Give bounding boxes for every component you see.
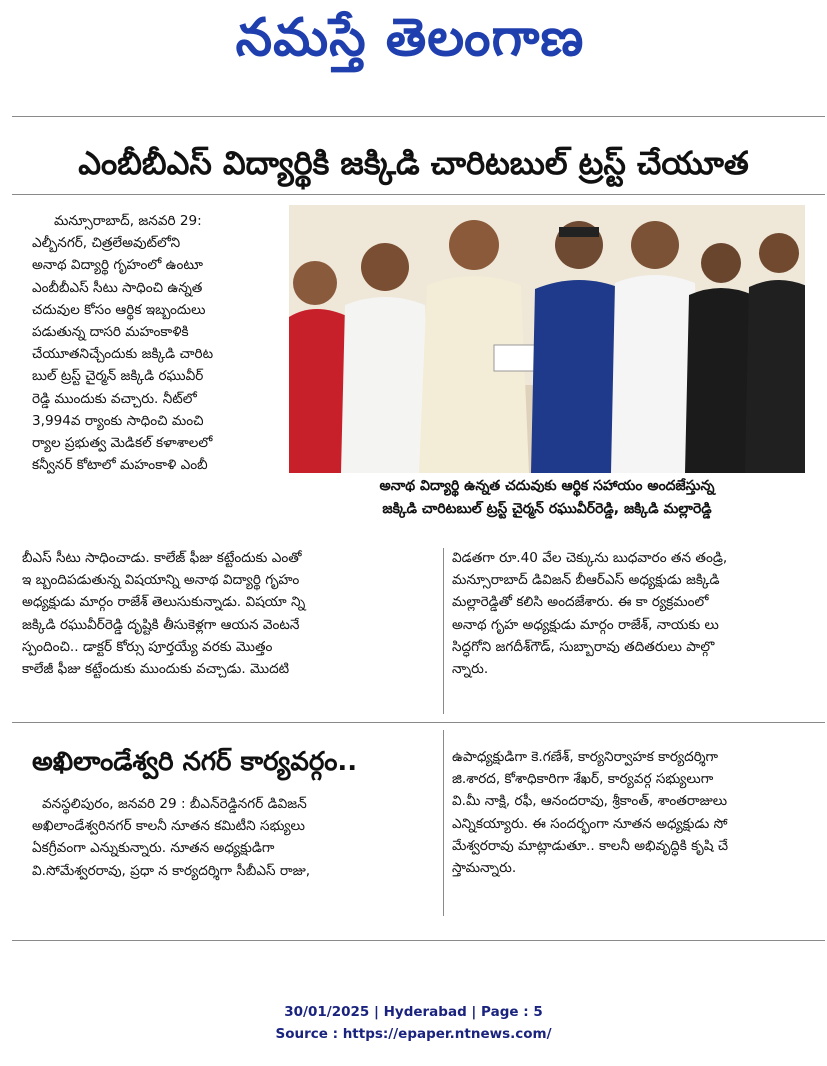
text-line: న్నారు. <box>452 661 489 678</box>
text-line: అఖిలాండేశ్వరినగర్ కాలనీ నూతన కమిటీని సభ్యులు <box>32 818 305 835</box>
text-line: జక్కిడి రఘువీర్‌రెడ్డి దృష్టికి తీసుకెళ్లగా ఆయన వెంటనే <box>22 616 300 633</box>
footer-source-line: Source : https://epaper.ntnews.com/ <box>275 1026 552 1042</box>
newspaper-logo: నమస్తే తెలంగాణ <box>235 7 585 68</box>
text-line: అనాథ విద్యార్థి గృహంలో ఉంటూ <box>32 257 203 274</box>
text-line: ఉపాధ్యక్షుడిగా కె.గణేశ్, కార్యనిర్వాహక కార్యదర్శిగా <box>452 749 718 765</box>
headline-divider <box>12 194 825 195</box>
text-line: మేశ్వరరావు మాట్లాడుతూ.. కాలనీ అభివృద్ధికి కృషి చే <box>452 837 729 854</box>
caption-line: అనాథ విద్యార్థి ఉన్నత చదువుకు ఆర్థిక సహాయం అందజేస్తున్న <box>379 478 715 494</box>
text-line: ఇ బ్బందిపడుతున్న విషయాన్ని అనాథ విద్యార్థి గృహం <box>22 572 300 589</box>
text-line: బీఎస్ సీటు సాధించాడు. కాలేజ్ ఫీజు కట్టేందుకు ఎంతో <box>22 550 302 566</box>
text-line: మన్సూరాబాద్ డివిజన్ బీఆర్ఎస్ అధ్యక్షుడు జక్కిడి <box>452 572 720 589</box>
article-1-lower-left-column <box>22 547 434 680</box>
article-divider <box>12 722 825 723</box>
footer-date-line: 30/01/2025 | Hyderabad | Page : 5 <box>284 1004 543 1020</box>
text-line: ఎన్నికయ్యారు. ఈ సందర్భంగా నూతన అధ్యక్షుడు సో <box>452 815 728 832</box>
text-line: రెడ్డి ముందుకు వచ్చారు. నీట్‌లో <box>32 390 197 407</box>
article-photo <box>289 205 805 473</box>
text-line: కన్వీనర్ కోటాలో మహంకాళి ఎంబీ <box>32 457 208 474</box>
text-line: వనస్థలిపురం, జనవరి 29 : బీఎన్‌రెడ్డినగర్ డివిజన్ <box>42 796 307 812</box>
article-2-headline: అఖిలాండేశ్వరి నగర్ కార్యవర్గం.. <box>32 747 358 777</box>
text-line: మన్సూరాబాద్, జనవరి 29: <box>54 213 202 229</box>
text-line: బుల్ ట్రస్ట్ చైర్మన్ జక్కిడి రఘువీర్ <box>32 368 204 385</box>
column-divider <box>443 730 444 916</box>
text-line: ఏకగ్రీవంగా ఎన్నుకున్నారు. నూతన అధ్యక్షుడిగా <box>32 840 275 857</box>
text-line: పడుతున్న దాసరి మహంకాళికి <box>32 324 189 341</box>
text-line: జి.శారద, కోశాధికారిగా శేఖర్, కార్యవర్గ సభ్యులుగా <box>452 771 714 788</box>
text-line: వి.సోమేశ్వరరావు, ప్రధా న కార్యదర్శిగా సీబీఎస్ రాజు, <box>32 862 311 879</box>
article-2-left-column <box>32 793 434 882</box>
article-1-right-column <box>452 547 807 680</box>
text-line: స్తామన్నారు. <box>452 860 517 877</box>
text-line: సిద్ధగోని జగదీశ్‌గౌడ్, సుబ్బారావు తదితరులు పాల్గొ <box>452 638 715 655</box>
text-line: 3,994వ ర్యాంకు సాధించి మంచి <box>32 412 204 429</box>
photo-illustration <box>289 205 805 473</box>
article-1-left-column <box>32 210 280 476</box>
text-line: అనాథ గృహ అధ్యక్షుడు మార్గం రాజేశ్, నాయకు లు <box>452 616 719 633</box>
text-line: అధ్యక్షుడు మార్గం రాజేశ్ తెలుసుకున్నాడు. విషయా న్ని <box>22 594 306 611</box>
photo-caption <box>289 475 805 521</box>
page-bottom-divider <box>12 940 825 941</box>
text-line: చదువుల కోసం ఆర్థిక ఇబ్బందులు <box>32 301 206 318</box>
article-1-headline: ఎంబీబీఎస్ విద్యార్థికి జక్కిడి చారిటబుల్ ట్రస్ట్ చేయూత <box>78 144 749 182</box>
article-2-right-column <box>452 746 807 879</box>
caption-line: జక్కిడి చారిటబుల్ ట్రస్ట్ చైర్మన్ రఘువీర్‌రెడ్డి, జక్కిడి మల్లారెడ్డి <box>382 501 712 517</box>
text-line: ఎంబీబీఎస్ సీటు సాధించి ఉన్నత <box>32 279 203 296</box>
text-line: విడతగా రూ.40 వేల చెక్కును బుధవారం తన తండ్రి, <box>452 550 728 566</box>
text-line: స్పందించి.. డాక్టర్ కోర్సు పూర్తయ్యే వరకు మొత్తం <box>22 638 273 655</box>
text-line: ఎల్బీనగర్, చిత్రలేఅవుట్‌లోని <box>32 235 181 252</box>
text-line: వి.మీ నాక్షి, రఫీ, ఆనందరావు, శ్రీకాంత్, శాంతరాజులు <box>452 793 728 810</box>
text-line: కాలేజీ ఫీజు కట్టేందుకు ముందుకు వచ్చాడు. మొదటి <box>22 661 290 678</box>
text-line: మల్లారెడ్డితో కలిసి అందజేశారు. ఈ కా ర్యక్రమంలో <box>452 594 709 611</box>
text-line: చేయూతనిచ్చేందుకు జక్కిడి చారిట <box>32 346 214 363</box>
masthead-divider <box>12 116 825 117</box>
text-line: ర్యాల ప్రభుత్వ మెడికల్ కళాశాలలో <box>32 435 213 452</box>
column-divider <box>443 548 444 714</box>
masthead <box>0 0 827 80</box>
